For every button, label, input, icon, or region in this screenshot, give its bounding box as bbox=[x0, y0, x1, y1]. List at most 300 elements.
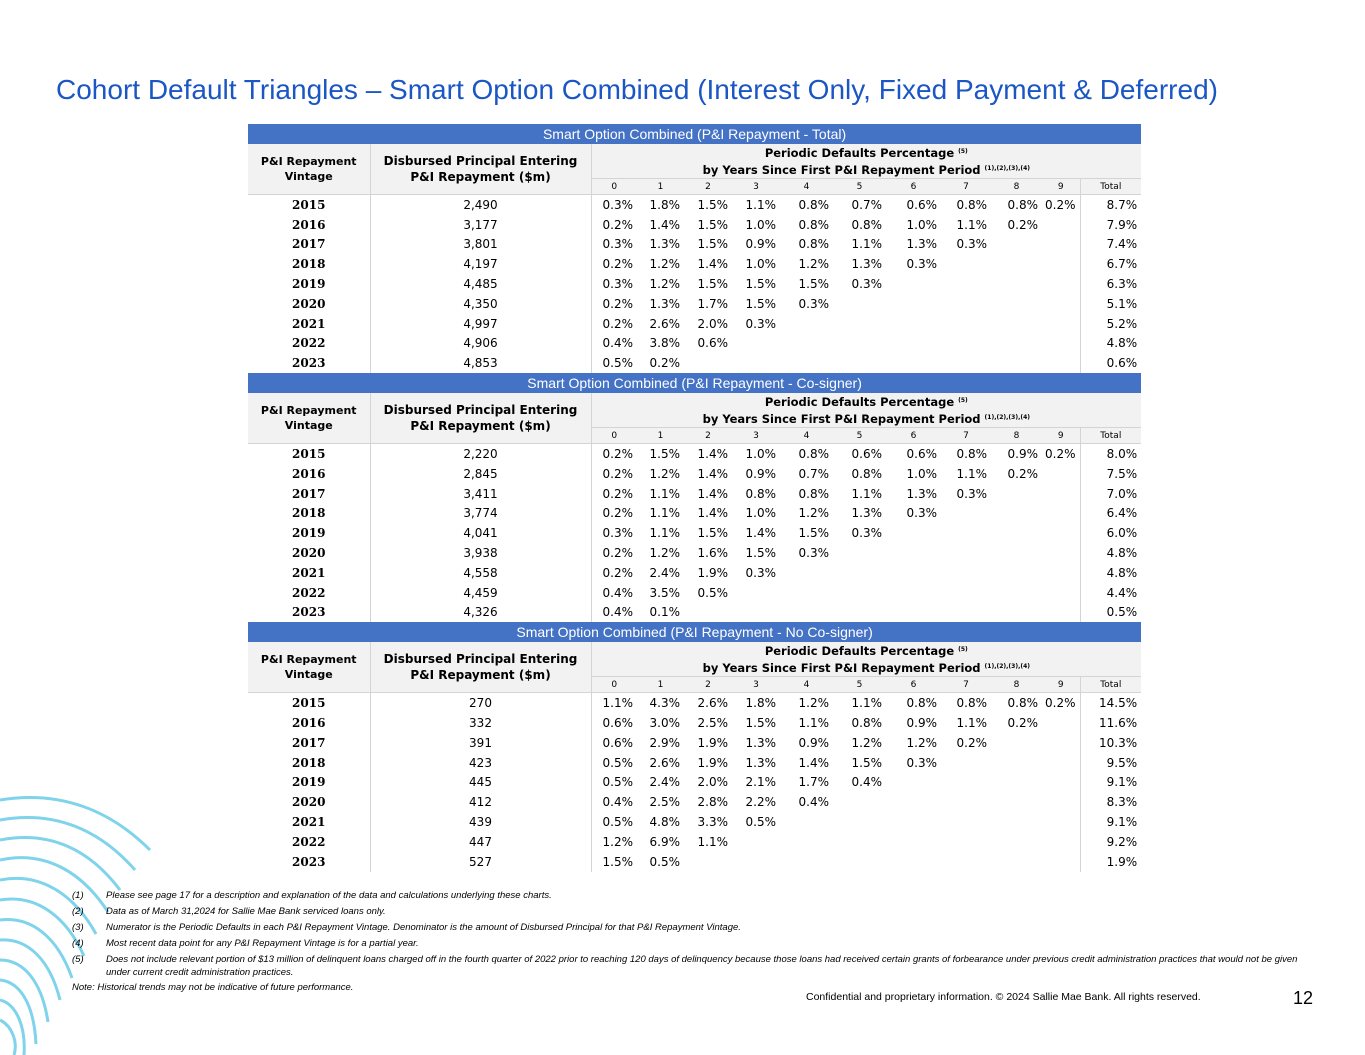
percent-cell: 0.8% bbox=[1007, 197, 1038, 212]
total-cell: 0.6% bbox=[1080, 353, 1141, 373]
table-band-title: Smart Option Combined (P&I Repayment - Total) bbox=[248, 124, 1141, 144]
percent-cell bbox=[991, 274, 1042, 294]
percent-cell: 0.2% bbox=[602, 316, 633, 331]
percent-cell: 0.3% bbox=[906, 257, 937, 272]
percent-cell: 0.2% bbox=[1007, 466, 1038, 481]
table-row bbox=[248, 852, 1141, 872]
percent-cell: 2.0% bbox=[697, 316, 728, 331]
percent-cell: 1.4% bbox=[697, 506, 728, 521]
percent-cell: 2.6% bbox=[697, 696, 728, 711]
percent-cell: 1.2% bbox=[798, 257, 829, 272]
percent-cell bbox=[991, 484, 1042, 504]
percent-cell: 0.6% bbox=[851, 447, 882, 462]
percent-cell: 0.8% bbox=[1007, 696, 1038, 711]
percent-cell: 0.8% bbox=[906, 696, 937, 711]
percent-cell: 1.5% bbox=[745, 296, 776, 311]
periodic-defaults-header bbox=[591, 642, 1141, 677]
percent-cell: 1.2% bbox=[851, 735, 882, 750]
percent-cell bbox=[886, 792, 941, 812]
percent-cell: 1.1% bbox=[649, 526, 680, 541]
percent-cell: 0.5% bbox=[745, 815, 776, 830]
year-col-header: 6 bbox=[886, 179, 941, 195]
vintage-cell: 2016 bbox=[248, 464, 370, 484]
disbursed-header: Disbursed Principal Entering P&I Repayment ($m) bbox=[370, 642, 591, 693]
percent-cell: 0.2% bbox=[602, 447, 633, 462]
percent-cell: 1.2% bbox=[602, 834, 633, 849]
percent-cell bbox=[941, 274, 991, 294]
percent-cell: 0.2% bbox=[602, 466, 633, 481]
vintage-cell: 2015 bbox=[248, 195, 370, 215]
percent-cell: 0.2% bbox=[602, 565, 633, 580]
percent-cell: 1.5% bbox=[798, 277, 829, 292]
confidential-footer: Confidential and proprietary information. © 2024 Sallie Mae Bank. All rights reserved. bbox=[806, 991, 1201, 1003]
year-col-header: 6 bbox=[886, 677, 941, 693]
percent-cell bbox=[941, 504, 991, 524]
percent-cell bbox=[732, 583, 780, 603]
percent-cell: 1.4% bbox=[649, 217, 680, 232]
percent-cell bbox=[1042, 274, 1080, 294]
year-col-header: 1 bbox=[637, 179, 684, 195]
percent-cell: 0.5% bbox=[602, 775, 633, 790]
vintage-cell: 2023 bbox=[248, 852, 370, 872]
vintage-header: P&I Repayment Vintage bbox=[248, 393, 370, 444]
disbursed-cell: 527 bbox=[370, 852, 591, 872]
percent-cell: 0.2% bbox=[1007, 217, 1038, 232]
percent-cell bbox=[991, 733, 1042, 753]
percent-cell bbox=[991, 603, 1042, 623]
percent-cell: 0.1% bbox=[649, 605, 680, 620]
percent-cell: 0.4% bbox=[602, 605, 633, 620]
percent-cell: 1.2% bbox=[798, 506, 829, 521]
percent-cell bbox=[991, 563, 1042, 583]
percent-cell bbox=[833, 852, 886, 872]
percent-cell: 1.2% bbox=[798, 696, 829, 711]
percent-cell: 0.3% bbox=[851, 277, 882, 292]
total-col-header: Total bbox=[1080, 428, 1141, 444]
percent-cell: 0.3% bbox=[956, 486, 987, 501]
year-col-header: 5 bbox=[833, 179, 886, 195]
percent-cell: 0.3% bbox=[798, 296, 829, 311]
table-band-row bbox=[248, 124, 1141, 144]
table-row bbox=[248, 484, 1141, 504]
year-col-header: 8 bbox=[991, 677, 1042, 693]
table-row bbox=[248, 812, 1141, 832]
percent-cell bbox=[991, 523, 1042, 543]
vintage-cell: 2022 bbox=[248, 583, 370, 603]
percent-cell: 1.5% bbox=[798, 526, 829, 541]
percent-cell: 0.5% bbox=[602, 755, 633, 770]
percent-cell: 0.9% bbox=[906, 716, 937, 731]
percent-cell: 1.1% bbox=[649, 486, 680, 501]
footnote bbox=[72, 921, 1302, 934]
percent-cell: 1.5% bbox=[697, 217, 728, 232]
percent-cell bbox=[1042, 314, 1080, 334]
table-row bbox=[248, 583, 1141, 603]
vintage-cell: 2021 bbox=[248, 563, 370, 583]
percent-cell: 0.3% bbox=[906, 506, 937, 521]
total-cell: 0.5% bbox=[1080, 603, 1141, 623]
table-row bbox=[248, 444, 1141, 464]
percent-cell: 1.4% bbox=[697, 257, 728, 272]
percent-cell bbox=[1042, 294, 1080, 314]
total-cell: 9.2% bbox=[1080, 832, 1141, 852]
table-row bbox=[248, 314, 1141, 334]
percent-cell: 0.8% bbox=[798, 217, 829, 232]
vintage-cell: 2018 bbox=[248, 254, 370, 274]
vintage-cell: 2023 bbox=[248, 603, 370, 623]
percent-cell: 1.2% bbox=[649, 466, 680, 481]
percent-cell: 1.1% bbox=[602, 696, 633, 711]
percent-cell bbox=[886, 603, 941, 623]
disbursed-cell: 391 bbox=[370, 733, 591, 753]
percent-cell bbox=[833, 543, 886, 563]
percent-cell: 0.6% bbox=[906, 197, 937, 212]
year-col-header: 9 bbox=[1042, 428, 1080, 444]
footnote-text: Please see page 17 for a description and explanation of the data and calculations underlying these charts. bbox=[106, 890, 552, 901]
table-row bbox=[248, 523, 1141, 543]
percent-cell bbox=[991, 583, 1042, 603]
percent-cell: 0.2% bbox=[602, 217, 633, 232]
disbursed-cell: 4,041 bbox=[370, 523, 591, 543]
percent-cell: 0.2% bbox=[602, 296, 633, 311]
percent-cell: 0.6% bbox=[906, 447, 937, 462]
percent-cell bbox=[780, 563, 833, 583]
cohort-default-table bbox=[248, 124, 1141, 872]
disbursed-cell: 3,774 bbox=[370, 504, 591, 524]
percent-cell: 1.0% bbox=[906, 217, 937, 232]
percent-cell: 4.8% bbox=[649, 815, 680, 830]
table-row bbox=[248, 254, 1141, 274]
vintage-cell: 2017 bbox=[248, 484, 370, 504]
percent-cell: 0.4% bbox=[602, 336, 633, 351]
percent-cell: 0.4% bbox=[851, 775, 882, 790]
footnote bbox=[72, 889, 1302, 902]
year-col-header: 2 bbox=[684, 179, 732, 195]
disbursed-cell: 3,411 bbox=[370, 484, 591, 504]
percent-cell: 1.5% bbox=[602, 854, 633, 869]
percent-cell bbox=[780, 812, 833, 832]
percent-cell bbox=[780, 832, 833, 852]
percent-cell bbox=[833, 603, 886, 623]
total-cell: 7.4% bbox=[1080, 235, 1141, 255]
disbursed-header: Disbursed Principal Entering P&I Repayment ($m) bbox=[370, 144, 591, 195]
page-title: Cohort Default Triangles – Smart Option Combined (Interest Only, Fixed Payment & Deferred) bbox=[56, 74, 1218, 105]
vintage-cell: 2020 bbox=[248, 792, 370, 812]
header-row bbox=[248, 642, 1141, 677]
disbursed-cell: 4,906 bbox=[370, 334, 591, 354]
year-col-header: 3 bbox=[732, 677, 780, 693]
percent-cell: 1.0% bbox=[745, 447, 776, 462]
percent-cell: 1.9% bbox=[697, 565, 728, 580]
percent-cell: 0.3% bbox=[956, 237, 987, 252]
percent-cell bbox=[1042, 215, 1080, 235]
percent-cell bbox=[886, 523, 941, 543]
vintage-cell: 2021 bbox=[248, 812, 370, 832]
percent-cell: 0.8% bbox=[851, 217, 882, 232]
percent-cell: 2.2% bbox=[745, 795, 776, 810]
percent-cell: 1.3% bbox=[649, 296, 680, 311]
percent-cell: 1.1% bbox=[851, 486, 882, 501]
percent-cell bbox=[833, 353, 886, 373]
year-col-header: 0 bbox=[591, 428, 637, 444]
percent-cell bbox=[1042, 773, 1080, 793]
percent-cell: 1.1% bbox=[697, 834, 728, 849]
total-cell: 6.7% bbox=[1080, 254, 1141, 274]
percent-cell bbox=[732, 852, 780, 872]
percent-cell bbox=[886, 563, 941, 583]
percent-cell bbox=[684, 603, 732, 623]
vintage-cell: 2016 bbox=[248, 713, 370, 733]
percent-cell: 0.6% bbox=[602, 716, 633, 731]
percent-cell: 1.8% bbox=[745, 696, 776, 711]
percent-cell: 0.8% bbox=[798, 447, 829, 462]
year-col-header: 6 bbox=[886, 428, 941, 444]
percent-cell bbox=[991, 832, 1042, 852]
disbursed-cell: 4,326 bbox=[370, 603, 591, 623]
percent-cell bbox=[833, 792, 886, 812]
percent-cell: 1.3% bbox=[745, 735, 776, 750]
total-cell: 6.0% bbox=[1080, 523, 1141, 543]
vintage-cell: 2017 bbox=[248, 235, 370, 255]
total-cell: 6.4% bbox=[1080, 504, 1141, 524]
percent-cell bbox=[886, 773, 941, 793]
year-col-header: 7 bbox=[941, 428, 991, 444]
percent-cell: 0.2% bbox=[1045, 696, 1076, 711]
footnote-text: Numerator is the Periodic Defaults in each P&I Repayment Vintage. Denominator is the amount of Disbursed Principal for that P&I Repayment Vintage. bbox=[106, 922, 741, 933]
disbursed-cell: 4,459 bbox=[370, 583, 591, 603]
percent-cell: 0.2% bbox=[1007, 716, 1038, 731]
vintage-cell: 2017 bbox=[248, 733, 370, 753]
table-row bbox=[248, 235, 1141, 255]
footnote bbox=[72, 953, 1302, 979]
table-row bbox=[248, 792, 1141, 812]
table-row bbox=[248, 693, 1141, 713]
percent-cell: 1.1% bbox=[798, 716, 829, 731]
percent-cell: 2.8% bbox=[697, 795, 728, 810]
footnote-number: (4) bbox=[72, 938, 84, 949]
percent-cell: 0.2% bbox=[602, 546, 633, 561]
percent-cell: 1.7% bbox=[798, 775, 829, 790]
percent-cell: 1.4% bbox=[697, 466, 728, 481]
percent-cell: 2.1% bbox=[745, 775, 776, 790]
year-col-header: 5 bbox=[833, 677, 886, 693]
percent-cell bbox=[941, 563, 991, 583]
disbursed-cell: 4,197 bbox=[370, 254, 591, 274]
table-band-title: Smart Option Combined (P&I Repayment - No Co-signer) bbox=[248, 622, 1141, 642]
disbursed-cell: 4,485 bbox=[370, 274, 591, 294]
percent-cell: 2.0% bbox=[697, 775, 728, 790]
vintage-cell: 2018 bbox=[248, 504, 370, 524]
percent-cell bbox=[886, 294, 941, 314]
total-cell: 4.8% bbox=[1080, 543, 1141, 563]
percent-cell: 1.3% bbox=[906, 237, 937, 252]
percent-cell: 0.9% bbox=[798, 735, 829, 750]
percent-cell: 0.3% bbox=[851, 526, 882, 541]
periodic-header-line2: by Years Since First P&I Repayment Period bbox=[702, 163, 981, 177]
percent-cell bbox=[684, 353, 732, 373]
year-col-header: 8 bbox=[991, 428, 1042, 444]
percent-cell bbox=[886, 543, 941, 563]
disbursed-cell: 332 bbox=[370, 713, 591, 733]
percent-cell bbox=[991, 543, 1042, 563]
percent-cell: 1.2% bbox=[649, 277, 680, 292]
total-cell: 4.8% bbox=[1080, 563, 1141, 583]
percent-cell bbox=[991, 753, 1042, 773]
percent-cell bbox=[1042, 484, 1080, 504]
percent-cell bbox=[886, 832, 941, 852]
percent-cell bbox=[1042, 603, 1080, 623]
percent-cell: 1.5% bbox=[851, 755, 882, 770]
percent-cell: 1.1% bbox=[956, 716, 987, 731]
disbursed-cell: 270 bbox=[370, 693, 591, 713]
percent-cell: 0.8% bbox=[956, 696, 987, 711]
vintage-cell: 2021 bbox=[248, 314, 370, 334]
percent-cell bbox=[941, 773, 991, 793]
percent-cell bbox=[833, 583, 886, 603]
total-cell: 14.5% bbox=[1080, 693, 1141, 713]
percent-cell: 6.9% bbox=[649, 834, 680, 849]
percent-cell: 0.2% bbox=[602, 506, 633, 521]
percent-cell: 1.2% bbox=[649, 546, 680, 561]
percent-cell: 0.9% bbox=[745, 237, 776, 252]
percent-cell: 1.4% bbox=[798, 755, 829, 770]
table-row bbox=[248, 832, 1141, 852]
percent-cell: 3.8% bbox=[649, 336, 680, 351]
percent-cell: 1.0% bbox=[745, 217, 776, 232]
percent-cell: 1.1% bbox=[745, 197, 776, 212]
percent-cell bbox=[941, 294, 991, 314]
percent-cell: 0.5% bbox=[602, 356, 633, 371]
year-col-header: 9 bbox=[1042, 179, 1080, 195]
percent-cell: 0.9% bbox=[1007, 447, 1038, 462]
table-band-title: Smart Option Combined (P&I Repayment - Co-signer) bbox=[248, 373, 1141, 393]
total-cell: 7.5% bbox=[1080, 464, 1141, 484]
percent-cell: 0.7% bbox=[798, 466, 829, 481]
year-col-header: 9 bbox=[1042, 677, 1080, 693]
percent-cell bbox=[886, 353, 941, 373]
percent-cell: 1.3% bbox=[649, 237, 680, 252]
percent-cell bbox=[833, 294, 886, 314]
percent-cell bbox=[1042, 254, 1080, 274]
percent-cell bbox=[941, 254, 991, 274]
total-cell: 4.8% bbox=[1080, 334, 1141, 354]
header-row bbox=[248, 144, 1141, 179]
percent-cell bbox=[833, 563, 886, 583]
percent-cell: 0.8% bbox=[798, 197, 829, 212]
percent-cell: 0.2% bbox=[1045, 447, 1076, 462]
percent-cell bbox=[941, 852, 991, 872]
year-col-header: 7 bbox=[941, 677, 991, 693]
percent-cell: 0.2% bbox=[1045, 197, 1076, 212]
percent-cell: 0.3% bbox=[906, 755, 937, 770]
table-row bbox=[248, 215, 1141, 235]
percent-cell: 0.2% bbox=[649, 356, 680, 371]
percent-cell bbox=[941, 792, 991, 812]
percent-cell bbox=[886, 812, 941, 832]
disbursed-cell: 439 bbox=[370, 812, 591, 832]
total-cell: 10.3% bbox=[1080, 733, 1141, 753]
periodic-header-ref1: (5) bbox=[958, 646, 968, 654]
percent-cell bbox=[941, 603, 991, 623]
disbursed-cell: 423 bbox=[370, 753, 591, 773]
total-cell: 6.3% bbox=[1080, 274, 1141, 294]
percent-cell bbox=[886, 852, 941, 872]
percent-cell bbox=[780, 353, 833, 373]
percent-cell: 3.5% bbox=[649, 585, 680, 600]
percent-cell bbox=[991, 504, 1042, 524]
year-col-header: 3 bbox=[732, 428, 780, 444]
percent-cell: 0.3% bbox=[602, 277, 633, 292]
percent-cell: 1.5% bbox=[697, 197, 728, 212]
percent-cell: 0.5% bbox=[697, 585, 728, 600]
periodic-header-line1: Periodic Defaults Percentage bbox=[764, 644, 955, 659]
percent-cell bbox=[1042, 334, 1080, 354]
percent-cell bbox=[1042, 563, 1080, 583]
periodic-defaults-header bbox=[591, 393, 1141, 428]
percent-cell: 0.2% bbox=[956, 735, 987, 750]
footnote-text: Does not include relevant portion of $13 million of delinquent loans charged off in the fourth quarter of 2022 prior to reaching 120 days of delinquency because those loans had received certain grants of forbearance under previous credit administration practices that would not be given under current credit administration practices. bbox=[106, 954, 1298, 978]
periodic-header-line1: Periodic Defaults Percentage bbox=[764, 146, 955, 160]
percent-cell: 1.4% bbox=[697, 447, 728, 462]
percent-cell: 1.8% bbox=[649, 197, 680, 212]
year-col-header: 8 bbox=[991, 179, 1042, 195]
percent-cell: 2.4% bbox=[649, 775, 680, 790]
percent-cell bbox=[1042, 583, 1080, 603]
percent-cell bbox=[780, 583, 833, 603]
footnote bbox=[72, 937, 1302, 950]
vintage-cell: 2016 bbox=[248, 215, 370, 235]
footnote-text: Most recent data point for any P&I Repayment Vintage is for a partial year. bbox=[106, 938, 419, 949]
total-cell: 11.6% bbox=[1080, 713, 1141, 733]
percent-cell bbox=[732, 353, 780, 373]
vintage-cell: 2020 bbox=[248, 294, 370, 314]
disbursed-header: Disbursed Principal Entering P&I Repayment ($m) bbox=[370, 393, 591, 444]
percent-cell: 1.3% bbox=[851, 506, 882, 521]
year-col-header: 4 bbox=[780, 179, 833, 195]
percent-cell: 1.5% bbox=[697, 237, 728, 252]
percent-cell: 2.6% bbox=[649, 755, 680, 770]
percent-cell bbox=[991, 294, 1042, 314]
vintage-header: P&I Repayment Vintage bbox=[248, 144, 370, 195]
total-cell: 4.4% bbox=[1080, 583, 1141, 603]
percent-cell bbox=[991, 314, 1042, 334]
percent-cell bbox=[1042, 235, 1080, 255]
percent-cell: 1.7% bbox=[697, 296, 728, 311]
percent-cell bbox=[732, 832, 780, 852]
percent-cell: 1.5% bbox=[649, 447, 680, 462]
percent-cell: 2.5% bbox=[649, 795, 680, 810]
percent-cell: 1.5% bbox=[697, 526, 728, 541]
year-col-header: 5 bbox=[833, 428, 886, 444]
table-row bbox=[248, 563, 1141, 583]
total-cell: 1.9% bbox=[1080, 852, 1141, 872]
vintage-cell: 2015 bbox=[248, 693, 370, 713]
percent-cell: 0.8% bbox=[851, 716, 882, 731]
periodic-header-line2: by Years Since First P&I Repayment Period bbox=[702, 412, 981, 427]
table-row bbox=[248, 294, 1141, 314]
year-col-header: 2 bbox=[684, 428, 732, 444]
vintage-header: P&I Repayment Vintage bbox=[248, 642, 370, 693]
percent-cell: 2.6% bbox=[649, 316, 680, 331]
percent-cell: 1.1% bbox=[851, 237, 882, 252]
percent-cell: 1.5% bbox=[745, 277, 776, 292]
total-cell: 7.0% bbox=[1080, 484, 1141, 504]
percent-cell: 0.6% bbox=[697, 336, 728, 351]
year-col-header: 7 bbox=[941, 179, 991, 195]
total-cell: 9.5% bbox=[1080, 753, 1141, 773]
percent-cell: 4.3% bbox=[649, 696, 680, 711]
vintage-cell: 2015 bbox=[248, 444, 370, 464]
